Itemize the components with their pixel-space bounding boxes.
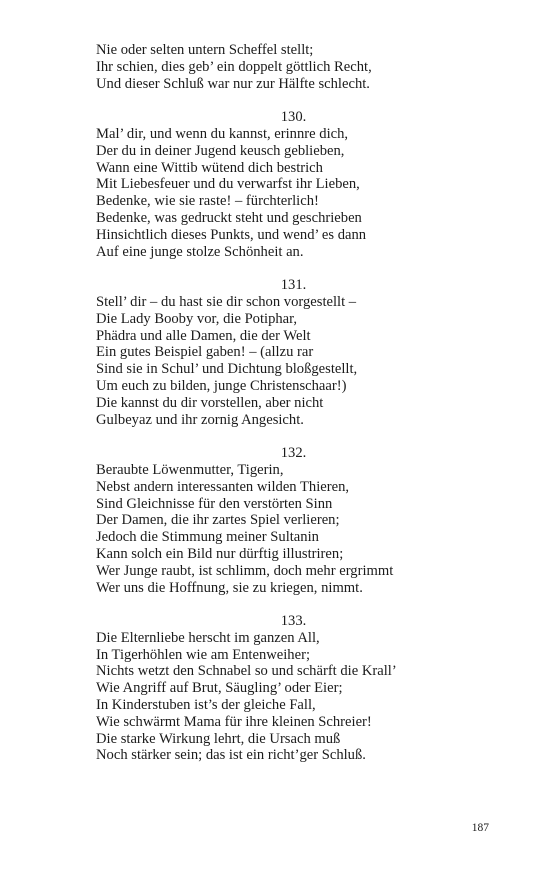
verse-line: Jedoch die Stimmung meiner Sultanin	[96, 529, 319, 546]
verse-line: Und dieser Schluß war nur zur Hälfte schlecht.	[96, 75, 370, 92]
stanza-number: 131.	[280, 277, 307, 294]
verse-line: Der Damen, die ihr zartes Spiel verlieren;	[96, 512, 340, 529]
opening-lines	[96, 42, 516, 92]
verse-line: Gulbeyaz und ihr zornig Angesicht.	[96, 411, 304, 428]
stanza-number: 130.	[280, 109, 307, 126]
verse-line: Mal’ dir, und wenn du kannst, erinnre dich,	[96, 125, 349, 142]
verse-line: Ein gutes Beispiel gaben! – (allzu rar	[96, 344, 314, 361]
verse-line: In Tigerhöhlen wie am Entenweiher;	[96, 646, 310, 663]
verse-line: Bedenke, was gedruckt steht und geschrieben	[96, 209, 362, 226]
verse-line: Die Elternliebe herscht im ganzen All,	[96, 629, 320, 646]
verse-line: Wer Junge raubt, ist schlimm, doch mehr ergrimmt	[96, 562, 394, 579]
verse-line: Sind sie in Schul’ und Dichtung bloßgestellt,	[96, 361, 358, 378]
stanza-131	[96, 277, 516, 428]
stanza-132	[96, 445, 516, 596]
page-number: 187	[471, 822, 489, 834]
verse-line: Um euch zu bilden, junge Christenschaar!)	[96, 377, 347, 394]
verse-line: Wie schwärmt Mama für ihre kleinen Schreier!	[96, 713, 372, 730]
stanza-133	[96, 613, 516, 764]
verse-line: Wann eine Wittib wütend dich bestrich	[96, 159, 323, 176]
verse-line: Beraubte Löwenmutter, Tigerin,	[96, 461, 284, 478]
verse-line: Die starke Wirkung lehrt, die Ursach muß	[96, 730, 341, 747]
verse-line: Noch stärker sein; das ist ein richt’ger Schluß.	[96, 747, 366, 764]
verse-line: Der du in deiner Jugend keusch geblieben,	[96, 142, 345, 159]
verse-line: Auf eine junge stolze Schönheit an.	[96, 243, 304, 260]
verse-line: Ihr schien, dies geb’ ein doppelt göttlich Recht,	[96, 58, 372, 75]
stanza-number: 133.	[280, 613, 307, 630]
stanza-130	[96, 109, 516, 260]
poem-body	[96, 42, 516, 764]
verse-line: Wie Angriff auf Brut, Säugling’ oder Eier;	[96, 680, 343, 697]
verse-line: Bedenke, wie sie raste! – fürchterlich!	[96, 193, 319, 210]
verse-line: In Kinderstuben ist’s der gleiche Fall,	[96, 697, 316, 714]
verse-line: Nie oder selten untern Scheffel stellt;	[96, 42, 314, 58]
verse-line: Hinsichtlich dieses Punkts, und wend’ es dann	[96, 226, 367, 243]
verse-line: Phädra und alle Damen, die der Welt	[96, 327, 311, 344]
verse-line: Mit Liebesfeuer und du verwarfst ihr Lieben,	[96, 176, 360, 193]
verse-line: Die kannst du dir vorstellen, aber nicht	[96, 394, 324, 411]
verse-line: Nebst andern interessanten wilden Thieren,	[96, 478, 350, 495]
verse-line: Sind Gleichnisse für den verstörten Sinn	[96, 495, 333, 512]
verse-line: Wer uns die Hoffnung, sie zu kriegen, nimmt.	[96, 579, 363, 596]
stanza-number: 132.	[280, 445, 307, 462]
verse-line: Nichts wetzt den Schnabel so und schärft die Krall’	[96, 663, 397, 680]
verse-line: Die Lady Booby vor, die Potiphar,	[96, 310, 298, 327]
verse-line: Kann solch ein Bild nur dürftig illustriren;	[96, 545, 344, 562]
verse-line: Stell’ dir – du hast sie dir schon vorgestellt –	[96, 293, 357, 310]
